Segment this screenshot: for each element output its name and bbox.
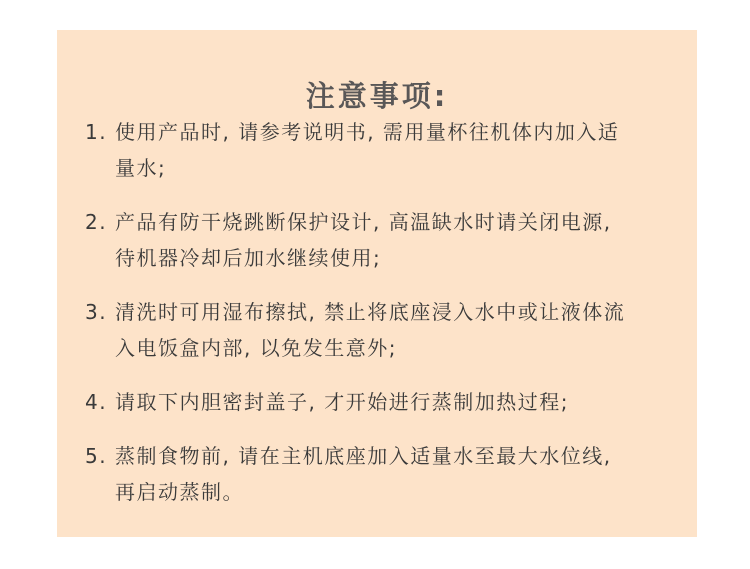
item-number: 5.: [85, 444, 108, 468]
list-item: [85, 384, 685, 420]
item-line: 量水;: [115, 156, 167, 180]
item-text: [115, 114, 685, 186]
item-line: 蒸制食物前, 请在主机底座加入适量水至最大水位线,: [115, 444, 612, 468]
item-line: 待机器冷却后加水继续使用;: [115, 246, 382, 270]
item-number: 2.: [85, 210, 108, 234]
item-number: 4.: [85, 390, 108, 414]
item-line: 产品有防干烧跳断保护设计, 高温缺水时请关闭电源,: [115, 210, 612, 234]
item-line: 使用产品时, 请参考说明书, 需用量杯往机体内加入适: [115, 120, 620, 144]
notice-card: [57, 30, 697, 537]
notice-title: 注意事项:: [305, 79, 449, 113]
notice-list: [85, 114, 685, 528]
item-line: 入电饭盒内部, 以免发生意外;: [115, 336, 397, 360]
list-item: [85, 204, 685, 276]
item-line: 清洗时可用湿布擦拭, 禁止将底座浸入水中或让液体流: [115, 300, 626, 324]
item-line: 请取下内胆密封盖子, 才开始进行蒸制加热过程;: [115, 390, 569, 414]
list-item: [85, 294, 685, 366]
item-text: [115, 204, 685, 276]
item-text: [115, 384, 685, 420]
item-text: [115, 294, 685, 366]
item-line: 再启动蒸制。: [115, 480, 244, 504]
item-text: [115, 438, 685, 510]
list-item: [85, 438, 685, 510]
item-number: 3.: [85, 300, 108, 324]
list-item: [85, 114, 685, 186]
item-number: 1.: [85, 120, 108, 144]
